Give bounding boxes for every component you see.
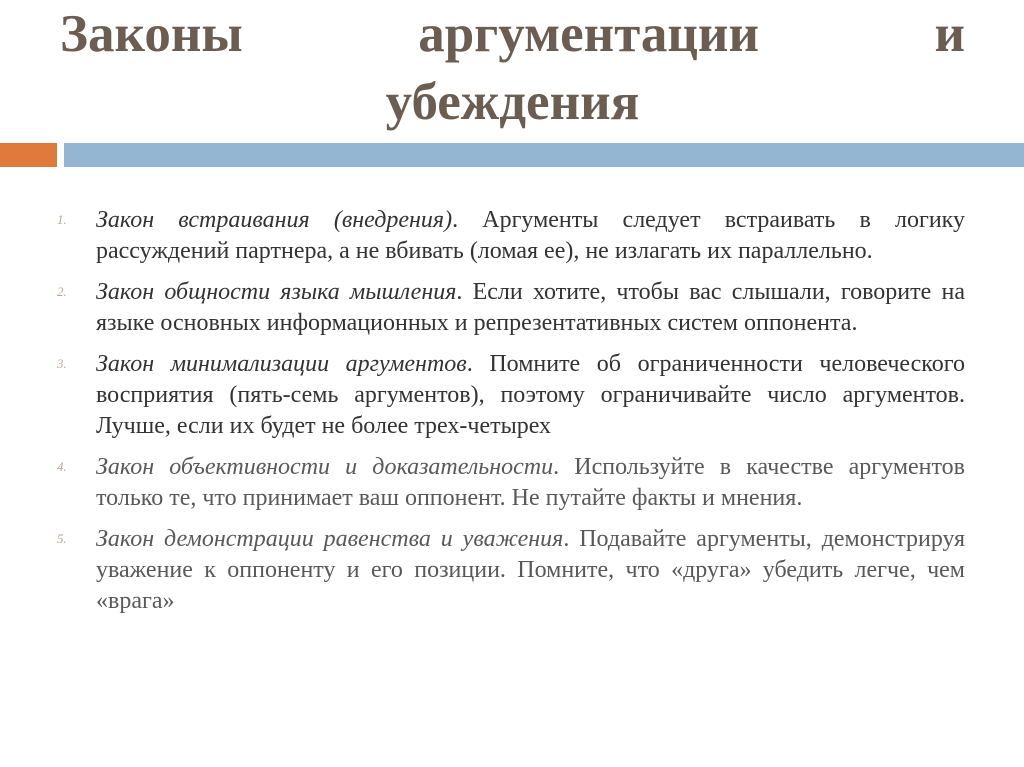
accent-bar-blue: [64, 143, 1024, 167]
item-text: [96, 452, 965, 514]
law-name: Закон демонстрации равенства и уважения: [96, 526, 564, 552]
list-item: [57, 277, 965, 339]
slide-title: [60, 0, 965, 136]
title-line-1: [60, 0, 965, 68]
item-number: 1.: [57, 212, 67, 227]
law-name: Закон минимализации аргументов: [96, 351, 467, 377]
item-number: 2.: [57, 284, 67, 299]
title-word: Законы: [60, 5, 243, 63]
item-text: [96, 349, 965, 442]
item-number: 5.: [57, 531, 67, 546]
item-number: 3.: [57, 356, 67, 371]
title-line-2: убеждения: [385, 73, 640, 131]
law-name: Закон объективности и доказательности: [96, 454, 554, 480]
item-number: 4.: [57, 459, 67, 474]
law-description: . Если хотите, чтобы вас слышали, говорите на языке основных информационных и репрезентативных систем оппонента.: [96, 279, 965, 336]
list-item: [57, 205, 965, 267]
law-description: . Помните об ограниченности человеческого восприятия (пять-семь аргументов), поэтому ограничивайте число аргументов. Лучше, если их будет не более трех-четырех: [96, 351, 965, 439]
law-description: . Используйте в качестве аргументов только те, что принимает ваш оппонент. Не путайте факты и мнения.: [96, 454, 966, 511]
list-item: [57, 452, 965, 514]
laws-list: [57, 205, 965, 627]
item-text: [96, 524, 965, 617]
law-name: Закон общности языка мышления: [96, 279, 457, 305]
accent-bar-orange: [0, 143, 57, 167]
list-item: [57, 524, 965, 617]
list-item: [57, 349, 965, 442]
law-name: Закон встраивания (внедрения): [96, 207, 453, 233]
law-description: . Подавайте аргументы, демонстрируя уважение к оппоненту и его позиции. Помните, что «друга» убедить легче, чем «врага»: [96, 526, 965, 614]
item-text: [96, 277, 965, 339]
item-text: [96, 205, 965, 267]
law-description: . Аргументы следует встраивать в логику рассуждений партнера, а не вбивать (ломая ее), не излагать их параллельно.: [96, 207, 965, 264]
title-word: аргументации: [418, 5, 759, 63]
title-word: и: [934, 5, 965, 63]
